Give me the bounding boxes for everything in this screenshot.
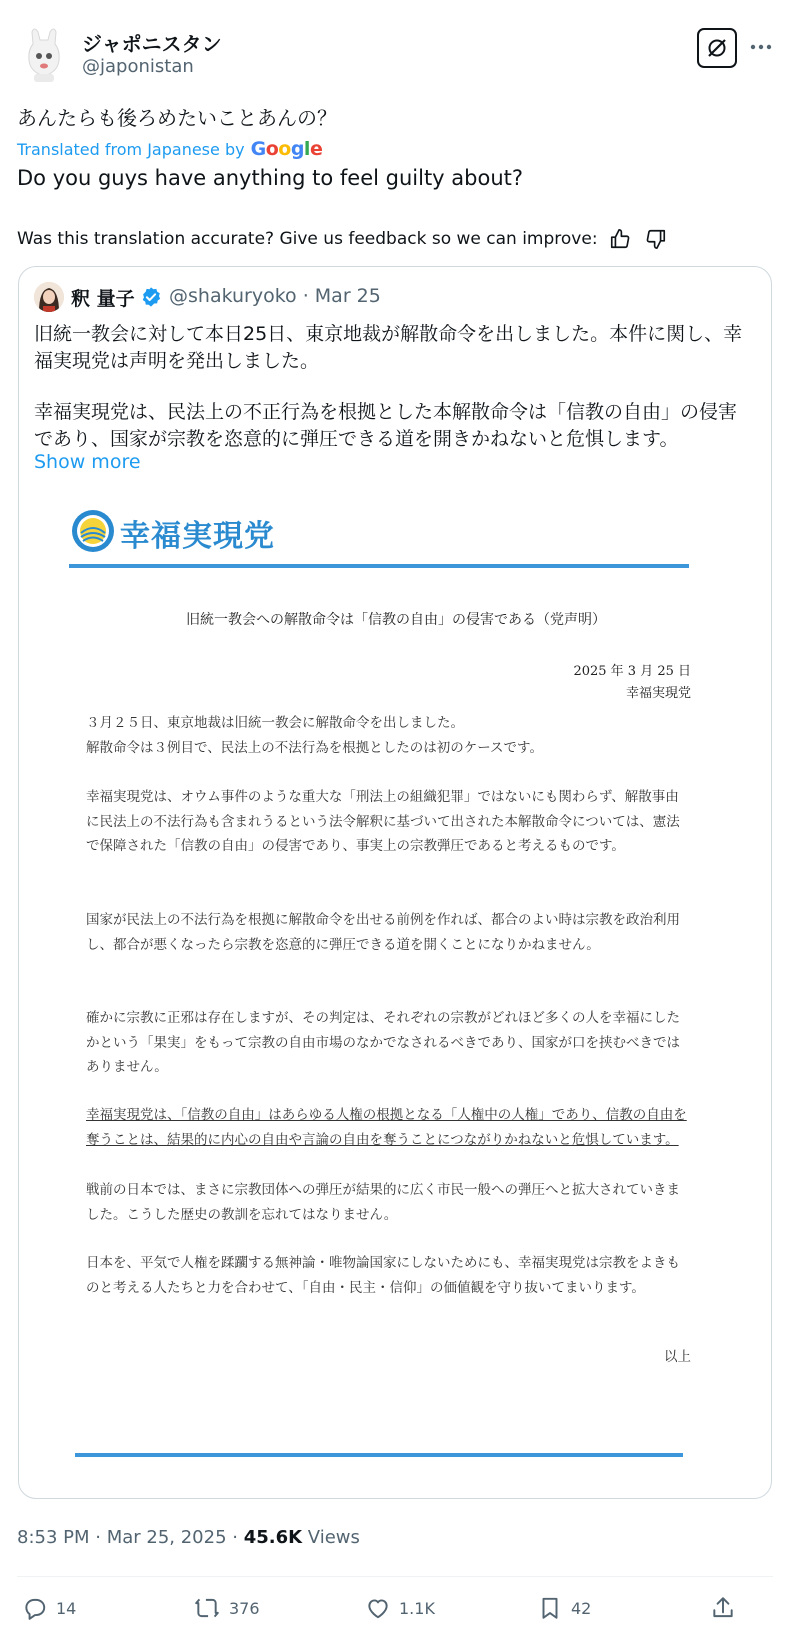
statement-end: 以上 (664, 1349, 691, 1365)
quote-author-avatar[interactable] (34, 282, 64, 312)
thumbs-up-button[interactable] (606, 225, 634, 253)
statement-paragraph-underlined: 幸福実現党は、「信教の自由」はあらゆる人権の根拠となる「人権中の人権」であり、信教の自由を奪うことは、結果的に内心の自由や言論の自由を奪うことにつながりかねないと危惧しています。 (86, 1107, 687, 1148)
statement-date: 2025 年 3 月 25 日 (573, 664, 691, 679)
author-handle[interactable]: @japonistan (82, 56, 194, 77)
repost-count: 376 (229, 1598, 260, 1618)
quoted-tweet[interactable] (18, 266, 772, 1499)
thumbs-down-icon (645, 228, 667, 250)
statement-title: 旧統一教会への解散命令は「信教の自由」の侵害である（党声明） (186, 612, 606, 628)
bookmark-icon (537, 1595, 563, 1621)
statement-paragraph: 日本を、平気で人権を蹂躙する無神論・唯物論国家にしないためにも、幸福実現党は宗教をよきものと考える人たちと力を合わせて、「自由・民主・信仰」の価値観を守り抜いてまいります。 (86, 1255, 680, 1296)
thumbs-down-button[interactable] (642, 225, 670, 253)
statement-paragraph: 戦前の日本では、まさに宗教団体への弾圧が結果的に広く市民一般への弾圧へと拡大されていきました。こうした歴史の教訓を忘れてはなりません。 (86, 1182, 680, 1223)
author-avatar[interactable] (22, 26, 68, 84)
feedback-prompt: Was this translation accurate? Give us feedback so we can improve: (17, 229, 598, 249)
repost-button[interactable] (193, 1590, 260, 1626)
grok-icon (705, 36, 729, 60)
statement-line: ３月２５日、東京地裁は旧統一教会に解散命令を出しました。 (86, 715, 464, 731)
statement-line: 解散命令は３例目で、民法上の不法行為を根拠としたのは初のケースです。 (86, 739, 543, 756)
action-bar (0, 1590, 790, 1630)
translated-label: Translated from Japanese by (17, 139, 245, 159)
grok-button[interactable] (697, 28, 737, 68)
tweet-text-translated: Do you guys have anything to feel guilty about? (17, 166, 524, 190)
statement-date-block (573, 661, 691, 705)
views-label: Views (302, 1527, 360, 1548)
like-icon (365, 1595, 391, 1621)
quote-handle-date[interactable]: @shakuryoko · Mar 25 (169, 285, 381, 307)
translation-feedback (17, 225, 670, 253)
reply-count: 14 (56, 1598, 77, 1618)
show-more-link[interactable]: Show more (34, 451, 141, 473)
share-button[interactable] (710, 1590, 744, 1626)
tweet-timestamp[interactable]: 8:53 PM · Mar 25, 2025 · (17, 1527, 244, 1548)
party-logo-icon (71, 509, 115, 553)
statement-paragraph: 確かに宗教に正邪は存在しますが、その判定は、それぞれの宗教がどれほど多くの人を幸福にしたかという「果実」をもって宗教の自由市場のなかでなされるべきであり、国家が口を挟むべきではありません。 (86, 1010, 680, 1075)
statement-paragraph (86, 711, 691, 760)
more-options-button[interactable] (748, 36, 774, 58)
tweet-header (0, 0, 790, 96)
tweet-timestamp-views (17, 1527, 360, 1548)
google-logo: Google (250, 138, 323, 160)
statement-signatory: 幸福実現党 (625, 686, 691, 701)
statement-image[interactable] (19, 489, 772, 1499)
quote-text-para2: 幸福実現党は、民法上の不正行為を根拠とした本解散命令は「信教の自由」の侵害であり、国家が宗教を恣意的に弾圧できる道を開きかねないと危惧します。 (34, 401, 738, 450)
footer-rule (75, 1453, 683, 1457)
statement-paragraph: 幸福実現党は、オウム事件のような重大な「刑法上の組織犯罪」ではないにも関わらず、解散事由に民法上の不法行為も含まれうるという法令解釈に基づいて出された本解散命令については、憲法で保障された「信教の自由」の侵害であり、事実上の宗教弾圧であると考えるものです。 (86, 789, 680, 854)
translation-attribution[interactable] (17, 138, 322, 160)
share-icon (710, 1595, 736, 1621)
repost-icon (193, 1595, 221, 1621)
divider (17, 1576, 773, 1577)
bookmark-count: 42 (571, 1598, 592, 1618)
like-count: 1.1K (399, 1598, 435, 1618)
header-rule (69, 564, 689, 568)
tweet-text-original: あんたらも後ろめたいことあんの？ (17, 106, 337, 130)
reply-button[interactable] (22, 1590, 76, 1626)
verified-icon (140, 286, 162, 308)
thumbs-up-icon (609, 228, 631, 250)
quote-author-name[interactable]: 釈 量子 (71, 288, 135, 310)
more-icon (750, 44, 772, 50)
bookmark-button[interactable] (537, 1590, 591, 1626)
like-button[interactable] (365, 1590, 435, 1626)
reply-icon (22, 1595, 48, 1621)
statement-paragraph: 国家が民法上の不法行為を根拠に解散命令を出せる前例を作れば、都合のよい時は宗教を政治利用し、都合が悪くなったら宗教を恣意的に弾圧できる道を開くことになりかねません。 (86, 912, 680, 953)
quote-text-para1: 旧統一教会に対して本日25日、東京地裁が解散命令を出しました。本件に関し、幸福実現党は声明を発出しました。 (34, 323, 743, 372)
views-count: 45.6K (243, 1527, 303, 1548)
author-name[interactable]: ジャポニスタン (82, 32, 222, 56)
party-name: 幸福実現党 (120, 519, 275, 554)
